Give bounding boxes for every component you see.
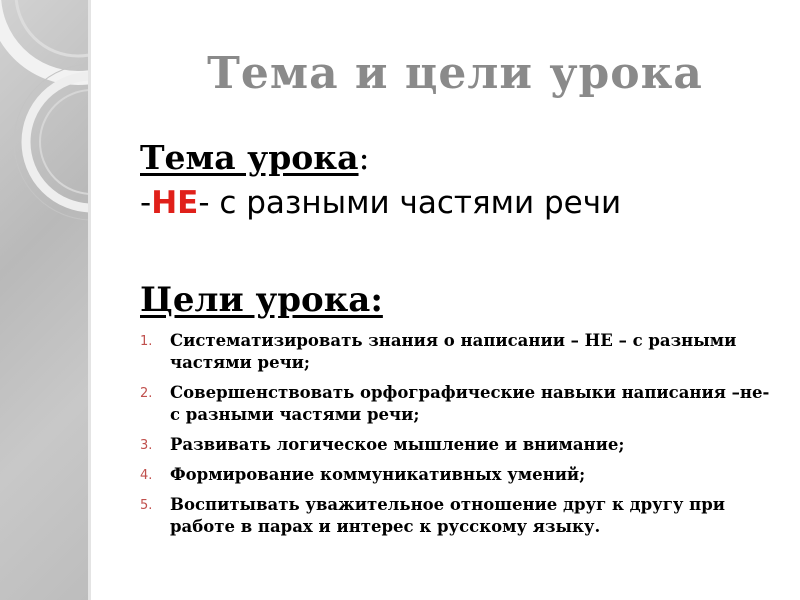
goal-item	[140, 382, 780, 426]
goal-number: 5.	[140, 498, 153, 513]
goal-item	[140, 464, 780, 486]
goal-item	[140, 330, 780, 374]
topic-heading: Тема урока	[140, 138, 359, 177]
goal-item	[140, 494, 780, 538]
goals-list	[140, 330, 780, 538]
decorative-circles	[0, 0, 88, 600]
slide-title: Тема и цели урока	[207, 48, 703, 99]
side-panel-edge	[88, 0, 91, 600]
goal-text: Воспитывать уважительное отношение друг к другу при работе в парах и интерес к русскому языку.	[170, 495, 725, 536]
slide-content	[140, 136, 780, 546]
goal-number: 3.	[140, 438, 153, 453]
topic-text	[140, 180, 780, 226]
goal-number: 2.	[140, 386, 153, 401]
goal-item	[140, 434, 780, 456]
topic-prefix: -	[140, 185, 152, 221]
goals-heading-line	[140, 278, 780, 322]
goals-heading: Цели урока:	[140, 280, 383, 320]
goal-text: Совершенствовать орфографические навыки написания –не- с разными частями речи;	[170, 383, 770, 424]
goal-text: Развивать логическое мышление и внимание;	[170, 435, 625, 454]
topic-heading-line	[140, 136, 780, 180]
goal-number: 1.	[140, 334, 153, 349]
topic-ne-highlight: НЕ	[151, 185, 199, 221]
goal-text: Систематизировать знания о написании – НЕ – с разными частями речи;	[170, 331, 737, 372]
decorative-side-panel	[0, 0, 88, 600]
goal-text: Формирование коммуникативных умений;	[170, 465, 586, 484]
goal-number: 4.	[140, 468, 153, 483]
topic-heading-colon: :	[358, 138, 370, 177]
topic-rest: - с разными частями речи	[198, 185, 622, 221]
